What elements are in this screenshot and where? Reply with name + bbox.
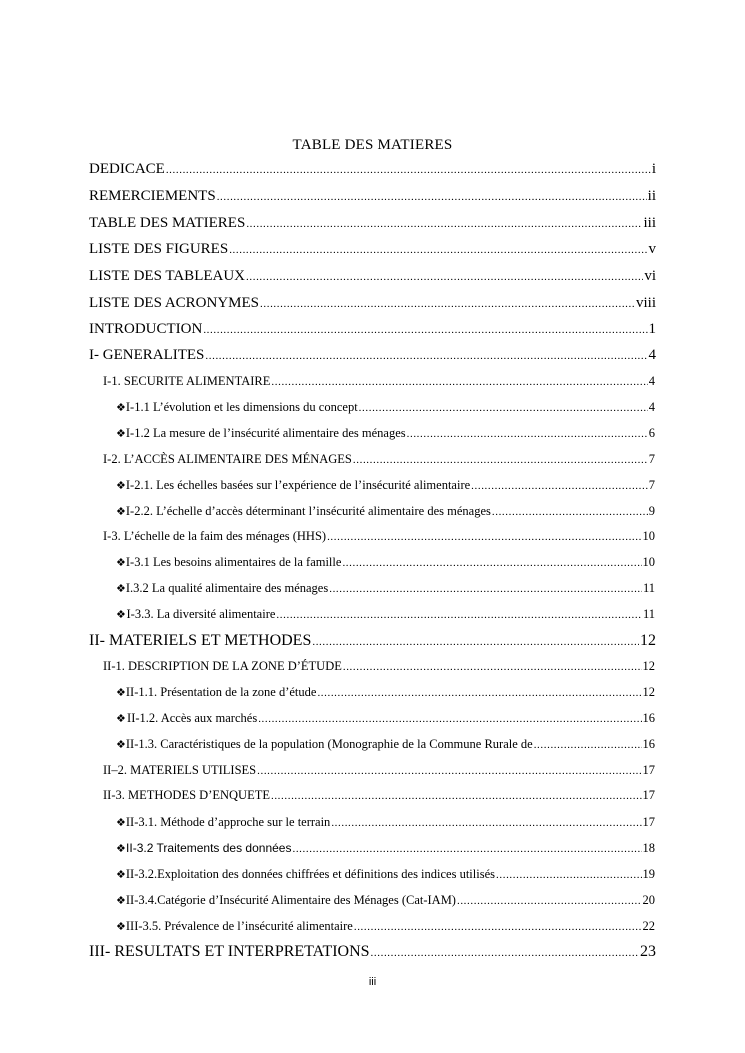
toc-entry-i-2-2[interactable] xyxy=(116,504,655,519)
toc-label: TABLE DES MATIERES xyxy=(89,215,246,231)
toc-page: 1 xyxy=(648,321,656,337)
toc-entry-generalites[interactable] xyxy=(89,347,656,364)
diamond-bullet-icon: ❖ xyxy=(116,894,126,907)
toc-entry-materiels-methodes[interactable] xyxy=(89,632,656,650)
leader-dots xyxy=(276,609,642,621)
footer-page-number: iii xyxy=(368,976,377,988)
diamond-bullet-icon: ❖ xyxy=(116,712,126,725)
toc-entry-table-des-matieres[interactable] xyxy=(89,215,656,232)
leader-dots xyxy=(457,895,642,907)
toc-page: 4 xyxy=(648,400,655,414)
leader-dots xyxy=(271,790,642,802)
leader-dots xyxy=(343,661,642,673)
toc-page: 10 xyxy=(642,555,655,569)
toc-label: I-3. L’échelle de la faim des ménages (HHS) xyxy=(103,529,327,543)
leader-dots xyxy=(327,531,641,543)
toc-label: INTRODUCTION xyxy=(89,321,203,337)
toc-entry-ii-3-1[interactable] xyxy=(116,815,655,830)
toc-entry-dedicace[interactable] xyxy=(89,161,656,178)
toc-page: 18 xyxy=(642,841,655,855)
diamond-bullet-icon: ❖ xyxy=(116,556,126,569)
toc-label: LISTE DES FIGURES xyxy=(89,241,229,257)
toc-page: iii xyxy=(643,215,656,231)
toc-page: 17 xyxy=(642,815,655,829)
toc-entry-ii-1-1[interactable] xyxy=(116,685,655,700)
leader-dots xyxy=(492,506,648,518)
toc-label: I-3.3. La diversité alimentaire xyxy=(126,607,276,621)
toc-page: ii xyxy=(647,188,656,204)
leader-dots xyxy=(258,713,641,725)
toc-label: I-2.2. L’échelle d’accès déterminant l’insécurité alimentaire des ménages xyxy=(125,504,491,518)
toc-label: II-3. METHODES D’ENQUETE xyxy=(103,788,270,802)
toc-entry-remerciements[interactable] xyxy=(89,188,656,205)
toc-entry-ii-3-2b[interactable] xyxy=(116,867,655,882)
toc-entry-ii-3-2a[interactable] xyxy=(116,841,655,856)
toc-entry-methodes-enquete[interactable] xyxy=(103,788,655,803)
leader-dots xyxy=(312,636,639,648)
toc-label: I-2.1. Les échelles basées sur l’expérience de l’insécurité alimentaire xyxy=(125,478,471,492)
toc-page: 11 xyxy=(642,581,655,595)
leader-dots xyxy=(217,191,647,203)
leader-dots xyxy=(271,376,647,388)
toc-label: LISTE DES TABLEAUX xyxy=(89,268,246,284)
toc-label: II-1.3. Caractéristiques de la population (Monographie de la Commune Rurale de xyxy=(125,737,533,751)
leader-dots xyxy=(246,271,643,283)
diamond-bullet-icon: ❖ xyxy=(116,816,126,829)
diamond-bullet-icon: ❖ xyxy=(116,686,126,699)
leader-dots xyxy=(534,739,642,751)
diamond-bullet-icon: ❖ xyxy=(116,868,126,881)
leader-dots xyxy=(371,947,639,959)
toc-label: II-1.2. Accès aux marchés xyxy=(127,711,258,725)
toc-page: 20 xyxy=(642,893,655,907)
toc-label: I-1. SECURITE ALIMENTAIRE xyxy=(103,374,271,388)
toc-page: vi xyxy=(644,268,656,284)
toc-label: II–2. MATERIELS UTILISES xyxy=(103,763,257,777)
leader-dots xyxy=(203,324,647,336)
toc-label: LISTE DES ACRONYMES xyxy=(89,295,260,311)
toc-label: II-3.2 Traitements des données xyxy=(126,841,292,855)
toc-page: 4 xyxy=(648,347,656,363)
toc-entry-i-1-1[interactable] xyxy=(116,400,655,415)
toc-entry-liste-des-figures[interactable] xyxy=(89,241,656,258)
toc-label: I-3.1 Les besoins alimentaires de la famille xyxy=(125,555,342,569)
toc-entry-i-3-1[interactable] xyxy=(116,555,655,570)
toc-page: 22 xyxy=(642,919,655,933)
leader-dots xyxy=(329,583,642,595)
toc-entry-iii-3-5[interactable] xyxy=(116,919,655,934)
toc-page: 10 xyxy=(642,529,655,543)
leader-dots xyxy=(166,164,651,176)
toc-entry-echelle-faim[interactable] xyxy=(103,529,655,544)
toc-page: 12 xyxy=(640,632,656,649)
toc-entry-acces-alimentaire[interactable] xyxy=(103,452,655,467)
toc-entry-introduction[interactable] xyxy=(89,321,656,338)
toc-page: v xyxy=(648,241,656,257)
diamond-bullet-icon: ❖ xyxy=(116,608,126,621)
toc-label: I-2. L’ACCÈS ALIMENTAIRE DES MÉNAGES xyxy=(103,452,352,466)
toc-page: 16 xyxy=(642,711,655,725)
leader-dots xyxy=(471,480,648,492)
leader-dots xyxy=(292,843,641,855)
toc-page: viii xyxy=(635,295,656,311)
toc-entry-i-3-2[interactable] xyxy=(116,581,655,596)
toc-page: 11 xyxy=(642,607,655,621)
toc-label: II- MATERIELS ET METHODES xyxy=(89,632,312,649)
toc-label: II-1. DESCRIPTION DE LA ZONE D’ÉTUDE xyxy=(103,659,342,673)
toc-label: II-1.1. Présentation de la zone d’étude xyxy=(125,685,317,699)
leader-dots xyxy=(407,428,648,440)
leader-dots xyxy=(246,218,642,230)
toc-page: 7 xyxy=(648,478,655,492)
toc-page: 17 xyxy=(642,763,655,777)
toc-entry-materiels-utilises[interactable] xyxy=(103,763,655,778)
diamond-bullet-icon: ❖ xyxy=(116,505,126,518)
toc-page: 17 xyxy=(642,788,655,802)
toc-entry-liste-des-acronymes[interactable] xyxy=(89,295,656,312)
leader-dots xyxy=(342,557,641,569)
diamond-bullet-icon: ❖ xyxy=(116,738,126,751)
toc-page: 19 xyxy=(642,867,655,881)
leader-dots xyxy=(260,298,635,310)
toc-label: I- GENERALITES xyxy=(89,347,205,363)
toc-entry-i-2-1[interactable] xyxy=(116,478,655,493)
diamond-bullet-icon: ❖ xyxy=(116,479,126,492)
leader-dots xyxy=(229,244,647,256)
toc-label: I.3.2 La qualité alimentaire des ménages xyxy=(125,581,329,595)
toc-entry-i-1-2[interactable] xyxy=(116,426,655,441)
toc-label: III-3.5. Prévalence de l’insécurité alimentaire xyxy=(125,919,353,933)
toc-label: II-3.2.Exploitation des données chiffrées et définitions des indices utilisés xyxy=(125,867,496,881)
leader-dots xyxy=(205,350,647,362)
toc-label: I-1.2 La mesure de l’insécurité alimentaire des ménages xyxy=(125,426,406,440)
leader-dots xyxy=(353,454,648,466)
toc-label: DEDICACE xyxy=(89,161,165,177)
toc-label: REMERCIEMENTS xyxy=(89,188,216,204)
toc-page: 4 xyxy=(648,374,655,388)
toc-page: 9 xyxy=(648,504,655,518)
toc-label: II-3.4.Catégorie d’Insécurité Alimentaire des Ménages (Cat-IAM) xyxy=(125,893,456,907)
toc-entry-i-3-3[interactable] xyxy=(116,607,655,622)
toc-label: III- RESULTATS ET INTERPRETATIONS xyxy=(89,943,370,960)
diamond-bullet-icon: ❖ xyxy=(116,401,126,414)
diamond-bullet-icon: ❖ xyxy=(116,842,126,855)
toc-label: II-3.1. Méthode d’approche sur le terrain xyxy=(125,815,331,829)
diamond-bullet-icon: ❖ xyxy=(116,582,126,595)
toc-entry-ii-1-2[interactable] xyxy=(116,711,655,726)
toc-label: I-1.1 L’évolution et les dimensions du concept xyxy=(125,400,358,414)
toc-page: i xyxy=(651,161,656,177)
leader-dots xyxy=(317,687,641,699)
toc-page: 6 xyxy=(648,426,655,440)
toc-page: 23 xyxy=(640,943,656,960)
toc-page: 12 xyxy=(642,685,655,699)
toc-title: TABLE DES MATIERES xyxy=(292,137,453,153)
leader-dots xyxy=(354,921,642,933)
toc-entry-description-zone[interactable] xyxy=(103,659,655,674)
diamond-bullet-icon: ❖ xyxy=(116,427,126,440)
toc-entry-liste-des-tableaux[interactable] xyxy=(89,268,656,285)
toc-entry-resultats[interactable] xyxy=(89,943,656,961)
diamond-bullet-icon: ❖ xyxy=(116,920,126,933)
leader-dots xyxy=(257,765,641,777)
toc-entry-ii-1-3[interactable] xyxy=(116,737,655,752)
toc-entry-ii-3-4[interactable] xyxy=(116,893,655,908)
leader-dots xyxy=(359,402,648,414)
toc-page: 12 xyxy=(642,659,655,673)
toc-page: 7 xyxy=(648,452,655,466)
leader-dots xyxy=(496,869,641,881)
toc-page: 16 xyxy=(642,737,655,751)
leader-dots xyxy=(331,817,641,829)
toc-entry-securite-alimentaire[interactable] xyxy=(103,374,655,389)
